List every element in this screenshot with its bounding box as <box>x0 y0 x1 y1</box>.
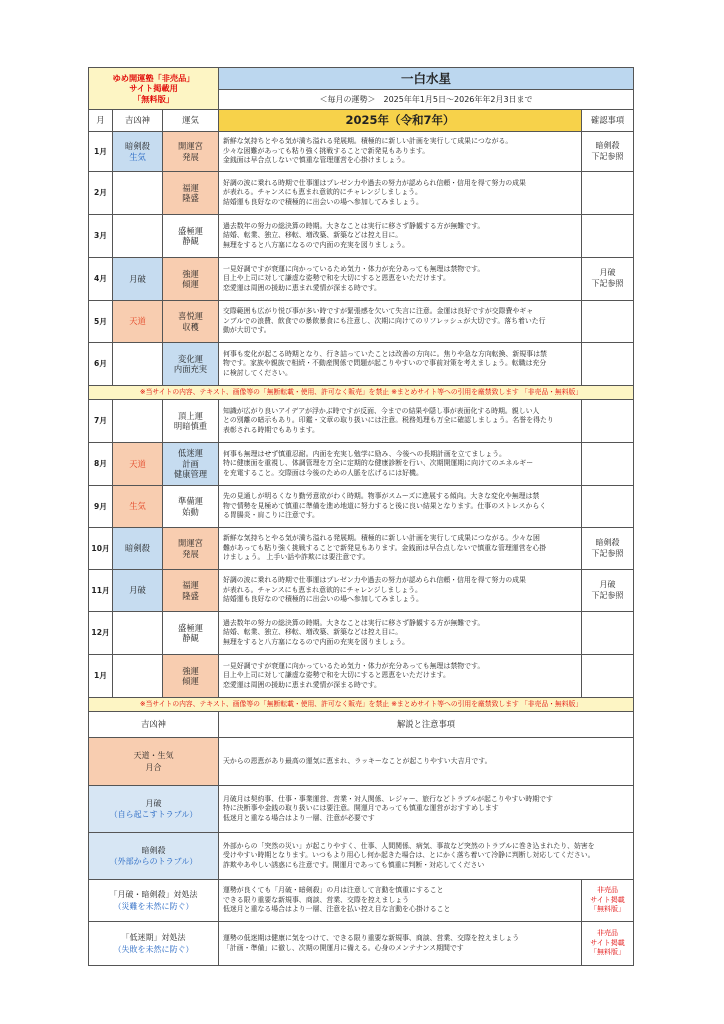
month-description <box>219 172 582 215</box>
legend-name-cell <box>89 833 219 880</box>
description-line: 目上や上司に対して謙虚な姿勢で和を大切にすると恩恵をいただけます。 <box>223 274 450 283</box>
month-description <box>219 400 582 443</box>
luck-line: 発展 <box>182 151 199 162</box>
god-name: 生気 <box>129 501 146 512</box>
god-name: 暗剣殺 <box>125 543 150 554</box>
legend-name: 天道・生気 <box>133 751 174 761</box>
month-row <box>89 528 634 570</box>
month-description <box>219 486 582 528</box>
month-description <box>219 612 582 655</box>
check-line: 月破 <box>599 268 616 278</box>
check-cell <box>582 258 634 301</box>
check-line: 下記参照 <box>591 548 624 558</box>
month-row <box>89 258 634 301</box>
month-description <box>219 443 582 486</box>
god-name: 月破 <box>129 585 146 596</box>
legend-tag-line: サイト掲載 <box>590 895 625 904</box>
legend-tag <box>582 880 634 922</box>
god-cell <box>113 612 163 655</box>
check-line: 下記参照 <box>591 279 624 288</box>
luck-cell <box>163 301 219 343</box>
luck-line: 始動 <box>182 506 199 517</box>
month-row <box>89 172 634 215</box>
legend-name: 月合 <box>145 762 162 772</box>
description-line: 何事も変化が起こる時期となり、行き詰っていたことは改善の方向に。焦りや急な方向転換、新規事は禁 <box>223 349 547 358</box>
luck-line: 準備運 <box>178 496 203 507</box>
legend-row <box>89 738 634 786</box>
month-description <box>219 343 582 386</box>
god-cell <box>113 570 163 612</box>
luck-line: 強運 <box>182 268 199 279</box>
month-description <box>219 301 582 343</box>
legend-description-line: 運勢が良くても「月破・暗剣殺」の月は注意して言動を慎重にすること <box>223 886 444 895</box>
description-line: 一見好調ですが衰運に向かっているため気力・体力が充分あっても無理は禁物です。 <box>223 661 485 670</box>
luck-line: 静観 <box>182 633 199 643</box>
month-row <box>89 486 634 528</box>
legend-description-line: 低迷月と重なる場合はより一層、注意を払い控え目な言動を心掛けること <box>223 905 451 914</box>
month-row <box>89 343 634 386</box>
description-line: 少々な困難があっても粘り強く挑戦することで新発見もあります。 <box>223 146 430 155</box>
month-label: 4月 <box>89 258 113 301</box>
luck-cell <box>163 400 219 443</box>
check-line: 下記参照 <box>591 590 624 600</box>
description-line: 無理をすると八方塞になるので内面の充実を図りましょう。 <box>223 240 410 249</box>
legend-name: 暗剣殺 <box>141 845 166 855</box>
legend-description-line: 特に決断事や金銭の取り扱いには要注意。開運月であっても慎重な運営がおすすめします <box>223 804 499 813</box>
check-cell <box>582 528 634 570</box>
legend-subtitle: （失敗を未然に防ぐ） <box>113 944 194 954</box>
description-line: 知識が広がり良いアイデアが浮かぶ時ですが反面、今までの結果や隠し事が表面化する時期。親しい人 <box>223 406 540 415</box>
god-cell <box>113 258 163 301</box>
description-line: 新鮮な気持ちとやる気が満ち溢れる発展期。積極的に新しい計画を実行して成果につながる。 <box>223 137 513 146</box>
fortune-table <box>88 67 634 966</box>
luck-line: 開運宮 <box>178 141 203 152</box>
check-cell <box>582 215 634 258</box>
god-cell <box>113 215 163 258</box>
check-line: 暗剣殺 <box>595 140 620 150</box>
description-line: 何事も無理はせず慎重忍耐。内面を充実し勉学に励み、今後への長期計画を立てましょう。 <box>223 449 506 458</box>
description-line: 目上や上司に対して謙虚な姿勢で和を大切にすると恩恵をいただけます。 <box>223 671 450 680</box>
check-cell <box>582 443 634 486</box>
description-line: 一見好調ですが衰運に向かっているため気力・体力が充分あっても無理は禁物です。 <box>223 264 485 273</box>
month-row <box>89 612 634 655</box>
check-line: 月破 <box>599 579 616 589</box>
legend-tag-line: 非売品 <box>597 886 619 895</box>
month-description <box>219 258 582 301</box>
description-line: 表彰される時期でもあります。 <box>223 425 319 434</box>
luck-line: 開運宮 <box>178 538 203 549</box>
legend-description-line: 天からの恩恵があり最高の運気に恵まれ、ラッキーなことが起こりやすい大吉月です。 <box>223 756 492 765</box>
description-line: 結婚、転業、独立、移転、増改築、新築などは控え目に。 <box>223 231 403 240</box>
description-line: 物です。家族や親族で相続・不動産関係で問題が起こりやすいので事前対策を考えましょう。転職は充分 <box>223 359 547 368</box>
god-name: 生気 <box>129 151 146 162</box>
promo-box <box>89 68 219 110</box>
legend-god-header: 吉凶神 <box>89 712 219 738</box>
legend-description <box>219 786 634 833</box>
legend-description-line: できる限り重要な新規事、商談、営業、交際を控えましょう <box>223 895 410 904</box>
legend-subtitle: （外部からのトラブル） <box>109 857 198 866</box>
god-name: 天道 <box>129 316 146 327</box>
luck-line: 低迷運 <box>178 448 203 459</box>
month-description <box>219 132 582 172</box>
check-line: 下記参照 <box>591 151 624 161</box>
luck-line: 発展 <box>182 548 199 559</box>
check-cell <box>582 132 634 172</box>
legend-description-line: 運勢の低迷期は健康に気をつけて、できる限り重要な新規事、商談、営業、交際を控えましょう <box>223 933 520 942</box>
god-cell <box>113 655 163 698</box>
description-line: 物で情勢を見極めて慎重に準備を進め地道に努力すると後に良い結果となります。仕事のストレスからく <box>223 501 547 510</box>
col-check-header: 確認事項 <box>582 110 634 132</box>
month-label: 3月 <box>89 215 113 258</box>
month-label: 10月 <box>89 528 113 570</box>
luck-line: 盛極運 <box>178 225 203 236</box>
god-name: 暗剣殺 <box>125 141 150 152</box>
description-line: 恋愛運は周囲の援助に恵まれ愛情が深まる時です。 <box>223 283 381 292</box>
legend-subtitle: （災難を未然に防ぐ） <box>113 901 194 911</box>
legend-description-line: 月破月は契約事、仕事・事業運営、営業・対人関係、レジャー、旅行などトラブルが起こりやすい時期です <box>223 794 553 803</box>
description-line: に検討してください。 <box>223 368 292 377</box>
description-line: 交際範囲も広がり悦び事が多い時ですが緊張感を欠いて失言に注意。金運は良好ですが交際費やギャ <box>223 307 534 316</box>
description-line: ンブルでの浪費、飲食での暴飲暴食にも注意し、次期に向けてのリフレッシュが大切です。落ち着いた行 <box>223 316 546 325</box>
luck-line: 喜悦運 <box>178 311 203 322</box>
month-description <box>219 215 582 258</box>
god-name: 天道 <box>129 458 146 469</box>
description-line: 無理をすると八方塞になるので内面の充実を図りましょう。 <box>223 637 410 646</box>
luck-cell <box>163 215 219 258</box>
legend-description <box>219 880 582 922</box>
god-cell <box>113 400 163 443</box>
luck-line: 福運 <box>182 182 199 193</box>
month-row <box>89 443 634 486</box>
description-line: 過去数年の努力の総決算の時期。大きなことは実行に移さず静観する方が無難です。 <box>223 618 485 627</box>
promo-line: 「無料版」 <box>133 93 174 104</box>
god-cell <box>113 443 163 486</box>
notice-row <box>89 386 634 400</box>
notice-text: ※当サイトの内容、テキスト、画像等の「無断転載・使用、許可なく販売」を禁止 ※まとめサイト等への引用を厳禁致します 「非売品・無料版」 <box>89 386 634 400</box>
luck-line: 頂上運 <box>178 410 203 421</box>
description-line: 特に健康面を重視し、体調管理を万全に定期的な健康診断を行い、次期開運期に向けてのエネルギー <box>223 459 534 468</box>
luck-line: 隆盛 <box>182 193 199 203</box>
month-row <box>89 132 634 172</box>
god-cell <box>113 486 163 528</box>
period-text: ＜毎月の運勢＞ 2025年年1月5日～2026年年2月3日まで <box>219 90 634 110</box>
legend-desc-header: 解説と注意事項 <box>219 712 634 738</box>
legend-name: 月破 <box>145 798 162 808</box>
month-description <box>219 528 582 570</box>
description-line: 結婚運も良好なので積極的に出会いの場へ参加してみましょう。 <box>223 595 423 604</box>
legend-description-line: 詐欺やあやしい誘惑にも注意です。開運月であっても慎重に判断・対応してください <box>223 860 485 869</box>
legend-description <box>219 922 582 966</box>
promo-line: サイト掲載用 <box>129 83 178 94</box>
luck-cell <box>163 443 219 486</box>
fortune-sheet <box>88 67 633 966</box>
legend-name-cell <box>89 738 219 786</box>
legend-description-line: 受けやすい時期となります。いつもより用心し何か起きた場合は、とにかく落ち着いて冷静に判断し対応してください。 <box>223 851 595 860</box>
luck-line: 変化運 <box>178 353 203 364</box>
luck-cell <box>163 612 219 655</box>
month-label: 7月 <box>89 400 113 443</box>
check-line: 暗剣殺 <box>595 537 620 547</box>
promo-line: ゆめ開運塾「非売品」 <box>112 72 195 83</box>
description-line: 先の見通しが明るくなり勤労意欲がわく時期。物事がスムーズに進展する傾向。大きな変化や無理は禁 <box>223 492 540 501</box>
month-row <box>89 655 634 698</box>
description-line: 好調の波に乗れる時期で仕事運はプレゼン力や過去の努力が認められ信頼・信用を得て努力の成果 <box>223 576 526 585</box>
legend-description <box>219 738 634 786</box>
luck-cell <box>163 570 219 612</box>
legend-header-row <box>89 712 634 738</box>
col-god-header: 吉凶神 <box>113 110 163 132</box>
legend-description-line: 「計画・準備」に徹し、次期の開運月に備える。心身のメンテナンス期間です <box>223 943 464 952</box>
god-cell <box>113 172 163 215</box>
god-cell <box>113 301 163 343</box>
legend-subtitle: （自ら起こすトラブル） <box>109 810 198 819</box>
description-line: 恋愛運は周囲の援助に恵まれ愛情が深まる時です。 <box>223 680 381 689</box>
month-label: 12月 <box>89 612 113 655</box>
year-label: 2025年（令和7年） <box>219 110 582 132</box>
legend-name: 「低迷期」対処法 <box>121 933 186 943</box>
luck-cell <box>163 258 219 301</box>
legend-description-line: 外部からの「突然の災い」が起こりやすく、仕事、人間関係、病気、事故など突然のトラブルに巻き込まれたり、妨害を <box>223 841 595 850</box>
luck-line: 傾運 <box>182 279 199 289</box>
check-cell <box>582 570 634 612</box>
check-cell <box>582 612 634 655</box>
description-line: 金銭面は早合点しないで慎重な管理運営を心掛けましょう。 <box>223 156 410 165</box>
check-cell <box>582 172 634 215</box>
month-label: 1月 <box>89 132 113 172</box>
col-luck-header: 運気 <box>163 110 219 132</box>
description-line: を充電すること。交際面は今後のための人脈を広げるには好機。 <box>223 468 423 477</box>
description-line: 動が大切です。 <box>223 326 271 335</box>
month-row <box>89 215 634 258</box>
luck-line: 内面充実 <box>173 364 208 374</box>
luck-line: 隆盛 <box>182 590 199 601</box>
legend-description <box>219 833 634 880</box>
description-line: 結婚、転業、独立、移転、増改築、新築などは控え目に。 <box>223 628 403 637</box>
notice-text: ※当サイトの内容、テキスト、画像等の「無断転載・使用、許可なく販売」を禁止 ※まとめサイト等への引用を厳禁致します 「非売品・無料版」 <box>89 698 634 712</box>
luck-line: 盛極運 <box>178 622 203 633</box>
luck-line: 計画 <box>182 458 199 469</box>
luck-line: 強運 <box>182 665 199 676</box>
description-line: けましょう。 上手い話や詐欺には要注意です。 <box>223 553 370 562</box>
legend-description-line: 低迷月と重なる場合はより一層、注意が必要です <box>223 813 375 822</box>
legend-row <box>89 922 634 966</box>
god-cell <box>113 528 163 570</box>
check-cell <box>582 400 634 443</box>
legend-name: 「月破・暗剣殺」対処法 <box>109 890 198 900</box>
luck-line: 静観 <box>182 236 199 246</box>
luck-line: 福運 <box>182 580 199 591</box>
legend-tag-line: 非売品 <box>597 929 619 938</box>
legend-tag <box>582 922 634 966</box>
month-label: 9月 <box>89 486 113 528</box>
god-cell <box>113 343 163 386</box>
legend-name-cell <box>89 786 219 833</box>
month-label: 6月 <box>89 343 113 386</box>
luck-cell <box>163 172 219 215</box>
legend-name-cell <box>89 922 219 966</box>
luck-line: 傾運 <box>182 676 199 686</box>
month-label: 2月 <box>89 172 113 215</box>
luck-line: 収穫 <box>182 321 199 332</box>
check-cell <box>582 486 634 528</box>
luck-cell <box>163 528 219 570</box>
luck-cell <box>163 486 219 528</box>
check-cell <box>582 655 634 698</box>
legend-tag-line: サイト掲載 <box>590 938 625 947</box>
legend-tag-line: 「無料版」 <box>590 948 626 957</box>
month-label: 8月 <box>89 443 113 486</box>
month-description <box>219 655 582 698</box>
legend-row <box>89 786 634 833</box>
notice-row <box>89 698 634 712</box>
legend-row <box>89 833 634 880</box>
luck-line: 健康管理 <box>173 469 208 480</box>
description-line: 新鮮な気持ちとやる気が満ち溢れる発展期。積極的に新しい計画を実行して成果につながる。少々な困 <box>223 534 540 543</box>
luck-cell <box>163 343 219 386</box>
description-line: 過去数年の努力の総決算の時期。大きなことは実行に移さず静観する方が無難です。 <box>223 221 485 230</box>
check-cell <box>582 301 634 343</box>
luck-cell <box>163 655 219 698</box>
month-label: 5月 <box>89 301 113 343</box>
description-line: る胃腸炎・肩こりに注意です。 <box>223 511 319 520</box>
description-line: が表れる。チャンスにも恵まれ意欲的にチャレンジしましょう。 <box>223 188 422 197</box>
description-line: との別離の暗示もあり。印鑑・文章の取り扱いには注意。税務処理も万全に確認しましょう。名誉を得たり <box>223 416 554 425</box>
check-cell <box>582 343 634 386</box>
month-row <box>89 400 634 443</box>
month-row <box>89 570 634 612</box>
star-title: 一白水星 <box>219 68 634 90</box>
legend-name-cell <box>89 880 219 922</box>
god-name: 月破 <box>129 273 146 284</box>
description-line: が表れる。チャンスにも恵まれ意欲的にチャレンジしましょう。 <box>223 585 422 594</box>
luck-cell <box>163 132 219 172</box>
month-label: 11月 <box>89 570 113 612</box>
god-cell <box>113 132 163 172</box>
legend-row <box>89 880 634 922</box>
description-line: 好調の波に乗れる時期で仕事運はプレゼン力や過去の努力が認められ信頼・信用を得て努力の成果 <box>223 178 526 187</box>
month-label: 1月 <box>89 655 113 698</box>
legend-tag-line: 「無料版」 <box>590 905 626 914</box>
luck-line: 明暗慎重 <box>173 421 208 431</box>
col-month-header: 月 <box>89 110 113 132</box>
description-line: 結婚運も良好なので積極的に出会いの場へ参加してみましょう。 <box>223 197 423 206</box>
month-description <box>219 570 582 612</box>
month-row <box>89 301 634 343</box>
description-line: 難があっても粘り強く挑戦することで新発見もあります。金銭面は早合点しないで慎重な管理運営を心掛 <box>223 543 547 552</box>
